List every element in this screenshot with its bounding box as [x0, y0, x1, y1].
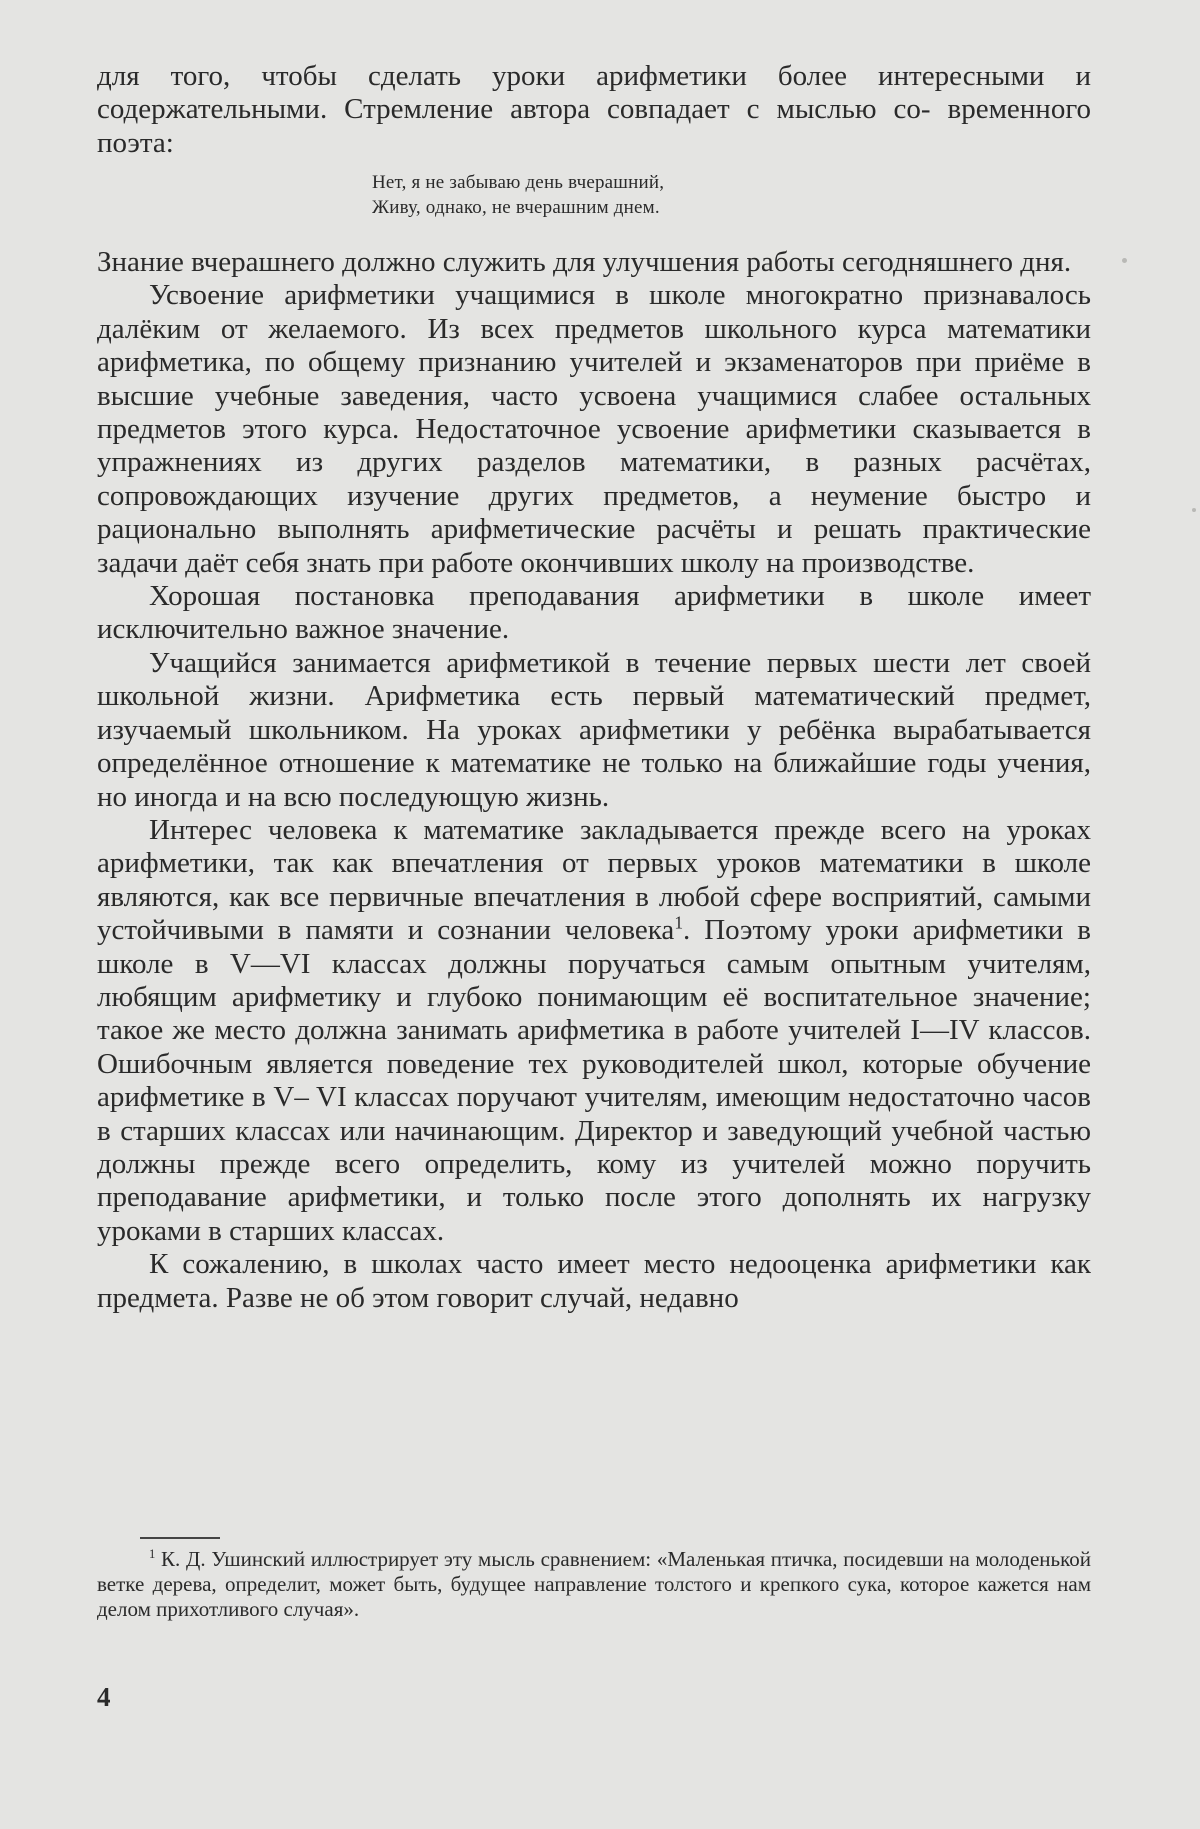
paragraph-text: . Поэтому уроки арифметики в школе в V—VI классах должны поручаться самым опытным учителям, любящим арифметику и глубоко понимающим её воспитательное значение; такое же место должна занимать арифметика в работе учителей I—IV классов. Ошибочным является поведение тех руководителей школ, которые обучение арифметике в V– VI классах поручают учителям, имеющим недостаточно часов в старших классах или начинающим. Директор и заведующий учебной частью должны прежде всего определить, кому из учителей можно поручить преподавание арифметики, и только после этого дополнять их нагрузку уроками в старших классах.	[97, 914, 1091, 1247]
paragraph: Усвоение арифметики учащимися в школе многократно признавалось далёким от желаемого. Из всех предметов школьного курса математики арифметика, по общему признанию учителей и экзаменаторов при приёме в высшие учебные заведения, часто усвоена учащимися слабее остальных предметов этого курса. Недостаточное усвоение арифметики сказывается в упражнениях из других разделов математики, в разных расчётах, сопровождающих изучение других предметов, а неумение быстро и рационально выполнять арифметические расчёты и решать практические задачи даёт себя знать при работе окончивших школу на производстве.	[97, 279, 1091, 579]
paragraph-text: Интерес человека к математике закладывается прежде всего на уроках арифметики, так как впечатления от первых уроков математики в школе являются, как все первичные впечатления в любой сфере восприятий, самыми устойчивыми в памяти и сознании человека	[97, 813, 1091, 947]
intro-text	[97, 60, 1091, 160]
paragraph: Хорошая постановка преподавания арифметики в школе имеет исключительно важное значение.	[97, 580, 1091, 646]
main-text	[97, 246, 1091, 1315]
paragraph	[97, 814, 1091, 1248]
footnote-marker: 1	[149, 1547, 156, 1561]
footnote-text: К. Д. Ушинский иллюстрирует эту мысль сравнением: «Маленькая птичка, посидевши на молоденькой ветке дерева, определит, может быть, будущее направление толстого и крепкого сука, которое кажется нам делом прихотливого случая».	[97, 1547, 1091, 1621]
footnote	[97, 1547, 1091, 1622]
poem-line: Живу, однако, не вчерашним днем.	[372, 197, 660, 218]
poem-epigraph	[372, 170, 664, 220]
intro-line: для того, чтобы сделать уроки арифметики более интересными и	[97, 60, 1091, 92]
paragraph: К сожалению, в школах часто имеет место недооценка арифметики как предмета. Разве не об этом говорит случай, недавно	[97, 1248, 1091, 1314]
paper-speck	[1122, 258, 1127, 263]
page-number: 4	[97, 1682, 111, 1712]
paper-speck	[1192, 508, 1196, 512]
footnote-divider	[140, 1537, 220, 1539]
poem-line: Нет, я не забываю день вчерашний,	[372, 172, 665, 193]
intro-line: временного поэта:	[97, 93, 1091, 159]
intro-paragraph	[97, 60, 1091, 160]
paragraph: Знание вчерашнего должно служить для улучшения работы сегодняшнего дня.	[97, 246, 1072, 278]
footnote-area	[97, 1547, 1091, 1622]
intro-line: содержательными. Стремление автора совпадает с мыслью со-	[97, 93, 931, 126]
paragraph: Учащийся занимается арифметикой в течение первых шести лет своей школьной жизни. Арифметика есть первый математический предмет, изучаемый школьником. На уроках арифметики у ребёнка вырабатывается определённое отношение к математике не только на ближайшие годы учения, но иногда и на всю последующую жизнь.	[97, 646, 1091, 813]
footnote-reference: 1	[674, 912, 684, 933]
